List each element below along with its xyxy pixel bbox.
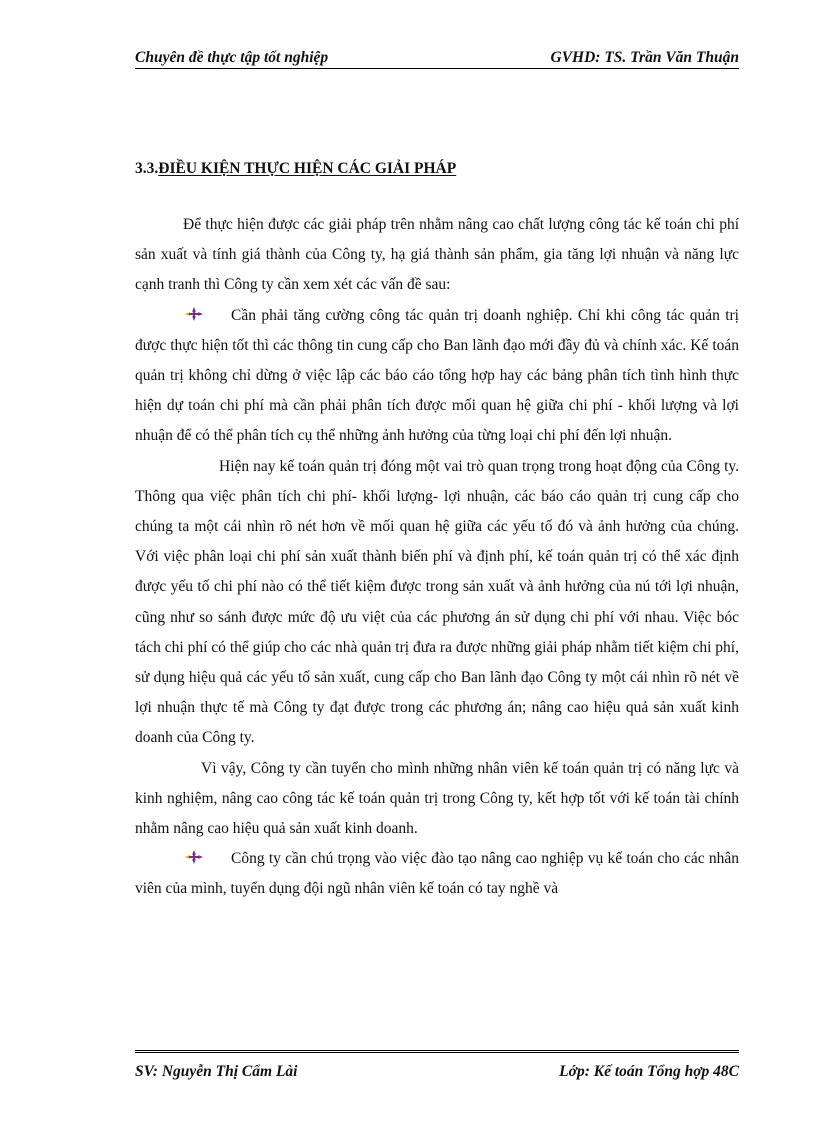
section-number: 3.3. bbox=[135, 160, 159, 177]
section-title: ĐIỀU KIỆN THỰC HIỆN CÁC GIẢI PHÁP bbox=[158, 160, 457, 177]
arrow-cross-bullet-icon bbox=[185, 850, 203, 864]
page-header bbox=[135, 46, 739, 69]
header-thesis-title: Chuyên đề thực tập tốt nghiệp bbox=[135, 49, 329, 66]
bullet-text-training: Công ty cần chú trọng vào việc đào tạo nâng cao nghiệp vụ kế toán cho các nhân viên của mình, tuyển dụng đội ngũ nhân viên kế toán có tay nghề và bbox=[135, 850, 739, 898]
section-heading bbox=[135, 160, 456, 178]
paragraph-management-role: Hiện nay kế toán quản trị đóng một vai trò quan trọng trong hoạt động của Công ty. Thông qua việc phân tích chi phí- khối lượng- lợi nhuận, các báo cáo quản trị cung cấp cho chúng ta một cái nhìn rõ nét hơn về mối quan hệ giữa các yếu tố đó và ảnh hưởng của chúng. Với việc phân loại chi phí sản xuất thành biến phí và định phí, kế toán quản trị có thể xác định được yếu tố chi phí nào có thể tiết kiệm được trong sản xuất và ảnh hưởng của nú tới lợi nhuận, cũng như so sánh được mức độ ưu việt của các phương án sử dụng chi phí với nhau. Việc bóc tách chi phí có thể giúp cho các nhà quản trị đưa ra được những giải pháp nhằm tiết kiệm chi phí, sử dụng hiệu quả các yếu tố sản xuất, cung cấp cho Ban lãnh đạo Công ty một cái nhìn rõ nét về lợi nhuận thực tế mà Công ty đạt được trong các phương án; nâng cao hiệu quả sản xuất kinh doanh của Công ty. bbox=[135, 457, 739, 747]
bullet-paragraph-training bbox=[135, 844, 739, 904]
footer-class: Lớp: Kế toán Tổng hợp 48C bbox=[559, 1063, 739, 1080]
header-supervisor: GVHD: TS. Trần Văn Thuận bbox=[550, 49, 739, 66]
paragraph-recruitment: Vì vậy, Công ty cần tuyển cho mình những nhân viên kế toán quản trị có năng lực và kinh nghiệm, nâng cao công tác kế toán quản trị trong Công ty, kết hợp tốt với kế toán tài chính nhằm nâng cao hiệu quả sản xuất kinh doanh. bbox=[135, 759, 739, 838]
arrow-cross-bullet-icon bbox=[185, 307, 203, 321]
bullet-paragraph-management bbox=[135, 301, 739, 452]
bullet-text-management: Cần phải tăng cường công tác quản trị doanh nghiệp. Chỉ khi công tác quản trị được thực hiện tốt thì các thông tin cung cấp cho Ban lãnh đạo mới đầy đủ và chính xác. Kế toán quản trị không chỉ dừng ở việc lập các báo cáo tổng hợp hay các bảng phân tích tình hình thực hiện dự toán chi phí mà cần phải phân tích được mối quan hệ giữa chi phí - khối lượng và lợi nhuận để có thể phân tích cụ thể những ảnh hưởng của từng loại chi phí đến lợi nhuận. bbox=[135, 306, 739, 445]
paragraph-intro: Để thực hiện được các giải pháp trên nhằm nâng cao chất lượng công tác kế toán chi phí sản xuất và tính giá thành của Công ty, hạ giá thành sản phẩm, gia tăng lợi nhuận và năng lực cạnh tranh thì Công ty cần xem xét các vấn đề sau: bbox=[135, 216, 739, 294]
document-body bbox=[135, 210, 739, 905]
page-footer bbox=[135, 1050, 739, 1085]
footer-student: SV: Nguyễn Thị Cẩm Lài bbox=[135, 1063, 298, 1080]
